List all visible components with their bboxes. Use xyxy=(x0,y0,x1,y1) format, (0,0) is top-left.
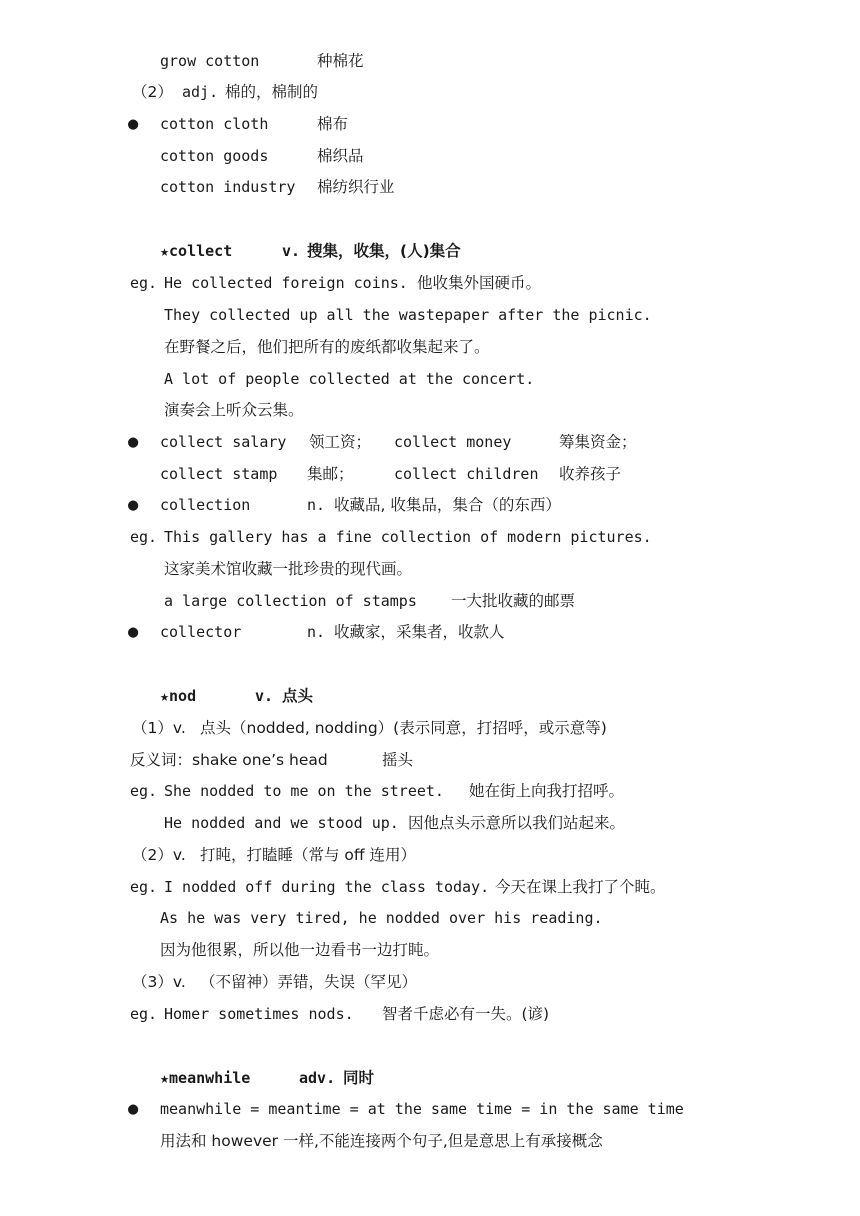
phrase-cn: 棉布 xyxy=(317,115,349,133)
example-marker: eg. xyxy=(130,274,158,292)
phrase-cn: 种棉花 xyxy=(317,52,364,70)
sense-number: （3）v. xyxy=(132,973,186,991)
example-cn: 他收集外国硬币。 xyxy=(417,274,542,292)
example-en: He collected foreign coins. xyxy=(164,274,408,292)
example-en: This gallery has a fine collection of modern pictures. xyxy=(164,528,652,546)
phrase-en: collect salary xyxy=(160,433,287,451)
example-en: He nodded and we stood up. xyxy=(164,814,399,832)
sense-number: （2） xyxy=(132,83,173,101)
phrase-en: a large collection of stamps xyxy=(164,592,417,610)
sense-meaning: 点头（nodded, nodding）(表示同意，打招呼，或示意等) xyxy=(200,719,607,737)
sense-number: （1）v. xyxy=(132,719,186,737)
antonym-meaning: 摇头 xyxy=(382,751,414,769)
sense-meaning: 打盹，打瞌睡（常与 off 连用） xyxy=(200,846,417,864)
phrase-en: grow cotton xyxy=(160,52,260,70)
part-of-speech: n. xyxy=(307,496,326,514)
bullet-icon: ● xyxy=(128,432,139,452)
headword-meaning: 同时 xyxy=(343,1069,375,1087)
phrase-en: cotton industry xyxy=(160,178,296,196)
sense-meaning: 棉的，棉制的 xyxy=(225,83,319,101)
example-marker: eg. xyxy=(130,782,158,800)
sense-meaning: （不留神）弄错，失误（罕见） xyxy=(200,973,418,991)
example-en: As he was very tired, he nodded over his reading. xyxy=(160,909,603,927)
example-en: They collected up all the wastepaper after the picnic. xyxy=(164,306,652,324)
synonym-text: meanwhile = meantime = at the same time = in the same time xyxy=(160,1100,684,1118)
headword: ★collect xyxy=(160,242,233,260)
example-marker: eg. xyxy=(130,528,158,546)
antonym-phrase: 反义词：shake one’s head xyxy=(130,751,328,769)
example-marker: eg. xyxy=(130,1005,158,1023)
bullet-icon: ● xyxy=(128,114,139,134)
example-en: I nodded off during the class today. xyxy=(164,878,490,896)
derivative-word: collection xyxy=(160,496,251,514)
headword-meaning: 点头 xyxy=(282,687,314,705)
bullet-icon: ● xyxy=(128,622,139,642)
example-cn: 在野餐之后，他们把所有的废纸都收集起来了。 xyxy=(164,338,490,356)
example-cn: 她在街上向我打招呼。 xyxy=(469,782,625,800)
example-en: A lot of people collected at the concert. xyxy=(164,370,535,388)
bullet-icon: ● xyxy=(128,1099,139,1119)
usage-text: 用法和 however 一样,不能连接两个句子,但是意思上有承接概念 xyxy=(160,1132,603,1150)
part-of-speech: adv. xyxy=(299,1069,336,1087)
derivative-meaning: 收藏品, 收集品，集合（的东西） xyxy=(334,496,561,514)
phrase-en: cotton cloth xyxy=(160,115,269,133)
example-cn: 因为他很累，所以他一边看书一边打盹。 xyxy=(160,941,440,959)
example-cn: 这家美术馆收藏一批珍贵的现代画。 xyxy=(164,560,413,578)
example-cn: 因他点头示意所以我们站起来。 xyxy=(408,814,626,832)
headword: ★meanwhile xyxy=(160,1069,251,1087)
example-marker: eg. xyxy=(130,878,158,896)
phrase-cn: 棉织品 xyxy=(317,147,364,165)
headword-meaning: 搜集，收集，(人)集合 xyxy=(307,242,461,260)
example-en: Homer sometimes nods. xyxy=(164,1005,354,1023)
phrase-cn: 收养孩子 xyxy=(559,465,622,483)
phrase-cn: 领工资； xyxy=(309,433,372,451)
part-of-speech: v. xyxy=(282,242,301,260)
derivative-meaning: 收藏家，采集者，收款人 xyxy=(334,623,505,641)
phrase-cn: 棉纺织行业 xyxy=(317,178,395,196)
phrase-en: cotton goods xyxy=(160,147,269,165)
phrase-en: collect children xyxy=(394,465,539,483)
derivative-word: collector xyxy=(160,623,242,641)
part-of-speech: v. xyxy=(255,687,274,705)
phrase-en: collect stamp xyxy=(160,465,278,483)
phrase-cn: 筹集资金； xyxy=(559,433,637,451)
phrase-cn: 集邮； xyxy=(307,465,354,483)
sense-number: （2）v. xyxy=(132,846,186,864)
phrase-cn: 一大批收藏的邮票 xyxy=(451,592,576,610)
part-of-speech: adj. xyxy=(182,83,219,101)
part-of-speech: n. xyxy=(307,623,326,641)
headword: ★nod xyxy=(160,687,197,705)
bullet-icon: ● xyxy=(128,495,139,515)
example-cn: 智者千虑必有一失。(谚) xyxy=(382,1005,550,1023)
phrase-en: collect money xyxy=(394,433,512,451)
example-cn: 今天在课上我打了个盹。 xyxy=(495,878,666,896)
example-cn: 演奏会上听众云集。 xyxy=(164,401,304,419)
example-en: She nodded to me on the street. xyxy=(164,782,444,800)
